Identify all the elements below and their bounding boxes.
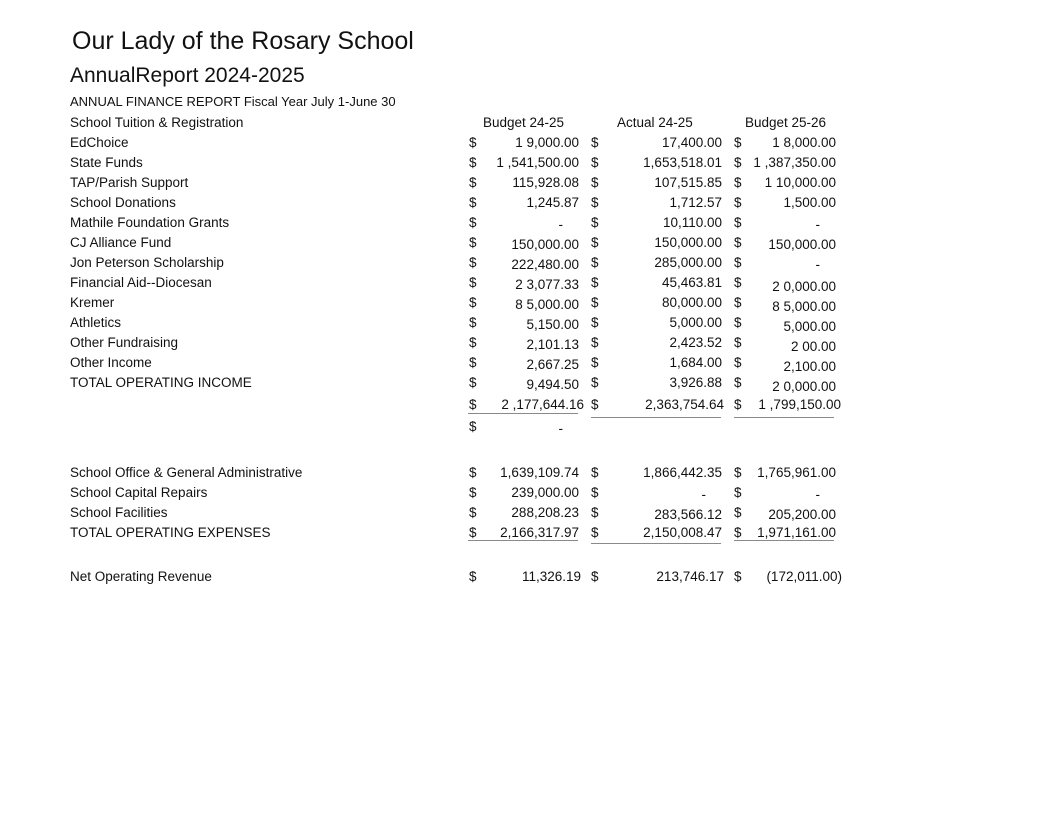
amount-budget-25-26: 1 ,799,150.00 — [758, 397, 841, 412]
amount-actual-24-25: 10,110.00 — [662, 215, 722, 230]
currency-symbol: $ — [469, 235, 477, 250]
currency-symbol: $ — [591, 335, 599, 350]
finance-report-line: ANNUAL FINANCE REPORT Fiscal Year July 1-June 30 — [70, 94, 396, 109]
currency-symbol: $ — [734, 155, 742, 170]
amount-actual-24-25: 45,463.81 — [661, 275, 722, 290]
amount-actual-24-25: 1,684.00 — [669, 355, 722, 370]
table-row — [0, 374, 1056, 394]
currency-symbol: $ — [734, 255, 742, 270]
amount-actual-24-25: 283,566.12 — [654, 507, 722, 522]
currency-symbol: $ — [469, 335, 477, 350]
currency-symbol: $ — [469, 295, 477, 310]
currency-symbol: $ — [734, 505, 742, 520]
currency-symbol: $ — [734, 397, 742, 412]
amount-actual-24-25: 3,926.88 — [669, 375, 722, 390]
column-header-actual-24-25: Actual 24-25 — [617, 115, 693, 130]
net-operating-revenue-row — [0, 568, 1056, 588]
currency-symbol: $ — [591, 135, 599, 150]
amount-budget-25-26: 2 0,000.00 — [772, 279, 836, 294]
currency-symbol: $ — [591, 235, 599, 250]
amount-budget-25-26: 8 5,000.00 — [772, 299, 836, 314]
row-label: Jon Peterson Scholarship — [70, 255, 224, 270]
currency-symbol: $ — [734, 275, 742, 290]
amount-budget-25-26: - — [815, 217, 820, 232]
row-label: Other Fundraising — [70, 335, 179, 350]
table-row — [0, 524, 1056, 544]
currency-symbol: $ — [591, 315, 599, 330]
row-label: State Funds — [70, 155, 143, 170]
row-label: CJ Alliance Fund — [70, 235, 172, 250]
amount-budget-25-26: 5,000.00 — [783, 319, 836, 334]
currency-symbol: $ — [734, 569, 742, 584]
currency-symbol: $ — [591, 525, 599, 540]
school-name: Our Lady of the Rosary School — [72, 27, 414, 55]
table-row — [0, 134, 1056, 154]
table-row — [0, 294, 1056, 314]
table-row — [0, 274, 1056, 294]
amount-budget-24-25: 2,166,317.97 — [500, 525, 579, 540]
currency-symbol: $ — [734, 355, 742, 370]
currency-symbol: $ — [734, 465, 742, 480]
table-row — [0, 464, 1056, 484]
divider — [468, 540, 578, 541]
table-row — [0, 354, 1056, 374]
column-header-row — [0, 114, 1056, 134]
amount-budget-24-25: 11,326.19 — [521, 569, 581, 584]
currency-symbol: $ — [591, 215, 599, 230]
currency-symbol: $ — [734, 315, 742, 330]
currency-symbol: $ — [591, 375, 599, 390]
currency-symbol: $ — [469, 175, 477, 190]
amount-budget-24-25: 288,208.23 — [511, 505, 579, 520]
amount-budget-25-26: - — [815, 487, 820, 502]
amount-actual-24-25: 1,653,518.01 — [643, 155, 722, 170]
amount-actual-24-25: 1,866,442.35 — [643, 465, 722, 480]
amount-budget-24-25: 1,245.87 — [526, 195, 579, 210]
currency-symbol: $ — [591, 355, 599, 370]
amount-budget-24-25: 1 9,000.00 — [515, 135, 579, 150]
currency-symbol: $ — [591, 505, 599, 520]
currency-symbol: $ — [734, 295, 742, 310]
divider — [468, 413, 578, 414]
currency-symbol: $ — [591, 569, 599, 584]
amount-budget-24-25: 2 ,177,644.16 — [501, 397, 584, 412]
amount-budget-24-25: 1,639,109.74 — [500, 465, 579, 480]
table-row — [0, 174, 1056, 194]
row-label: School Facilities — [70, 505, 168, 520]
report-title: AnnualReport 2024-2025 — [70, 64, 305, 87]
currency-symbol: $ — [734, 485, 742, 500]
row-label: Financial Aid--Diocesan — [70, 275, 212, 290]
amount-actual-24-25: - — [701, 487, 706, 502]
amount-budget-25-26: 2,100.00 — [783, 359, 836, 374]
amount-actual-24-25: 80,000.00 — [661, 295, 722, 310]
amount-actual-24-25: 213,746.17 — [656, 569, 724, 584]
currency-symbol: $ — [591, 255, 599, 270]
currency-symbol: $ — [469, 155, 477, 170]
table-row — [0, 234, 1056, 254]
blank-balance-row — [0, 418, 1056, 438]
row-label: EdChoice — [70, 135, 129, 150]
table-row — [0, 194, 1056, 214]
amount-budget-25-26: 2 0,000.00 — [772, 379, 836, 394]
currency-symbol: $ — [469, 275, 477, 290]
table-row — [0, 154, 1056, 174]
currency-symbol: $ — [591, 465, 599, 480]
amount-budget-25-26: 150,000.00 — [768, 237, 836, 252]
currency-symbol: $ — [734, 235, 742, 250]
table-row — [0, 214, 1056, 234]
amount-actual-24-25: 107,515.85 — [654, 175, 722, 190]
amount-budget-24-25: 9,494.50 — [526, 377, 579, 392]
amount-actual-24-25: 1,712.57 — [669, 195, 722, 210]
amount-budget-25-26: 2 00.00 — [790, 339, 836, 354]
amount-budget-25-26: 1,500.00 — [783, 195, 836, 210]
amount-budget-24-25: 222,480.00 — [511, 257, 579, 272]
amount-actual-24-25: 2,150,008.47 — [643, 525, 722, 540]
row-label: TOTAL OPERATING INCOME — [70, 375, 252, 390]
currency-symbol: $ — [734, 215, 742, 230]
row-label: School Donations — [70, 195, 176, 210]
currency-symbol: $ — [591, 295, 599, 310]
currency-symbol: $ — [469, 505, 477, 520]
amount-budget-25-26: 1 8,000.00 — [772, 135, 836, 150]
currency-symbol: $ — [469, 315, 477, 330]
currency-symbol: $ — [734, 195, 742, 210]
table-row — [0, 504, 1056, 524]
column-header-budget-24-25: Budget 24-25 — [483, 115, 565, 130]
row-label: Kremer — [70, 295, 115, 310]
currency-symbol: $ — [469, 525, 477, 540]
amount-budget-25-26: 1,971,161.00 — [757, 525, 836, 540]
row-label: School Office & General Administrative — [70, 465, 303, 480]
currency-symbol: $ — [734, 525, 742, 540]
amount-actual-24-25: 150,000.00 — [654, 235, 722, 250]
amount-budget-24-25: - — [558, 421, 563, 436]
currency-symbol: $ — [469, 485, 477, 500]
divider — [734, 540, 834, 541]
currency-symbol: $ — [591, 175, 599, 190]
amount-budget-24-25: 8 5,000.00 — [515, 297, 579, 312]
currency-symbol: $ — [469, 215, 477, 230]
row-label: Athletics — [70, 315, 122, 330]
currency-symbol: $ — [734, 375, 742, 390]
currency-symbol: $ — [469, 195, 477, 210]
amount-actual-24-25: 2,363,754.64 — [645, 397, 724, 412]
amount-budget-24-25: 1 ,541,500.00 — [496, 155, 579, 170]
amount-actual-24-25: 2,423.52 — [669, 335, 722, 350]
currency-symbol: $ — [591, 275, 599, 290]
currency-symbol: $ — [591, 155, 599, 170]
currency-symbol: $ — [469, 419, 477, 434]
currency-symbol: $ — [469, 569, 477, 584]
currency-symbol: $ — [469, 465, 477, 480]
amount-actual-24-25: 5,000.00 — [669, 315, 722, 330]
amount-budget-24-25: - — [558, 217, 563, 232]
table-row — [0, 484, 1056, 504]
table-row — [0, 314, 1056, 334]
table-row — [0, 334, 1056, 354]
currency-symbol: $ — [591, 397, 599, 412]
row-label: School Capital Repairs — [70, 485, 208, 500]
amount-budget-25-26: (172,011.00) — [766, 569, 842, 584]
amount-budget-25-26: 205,200.00 — [768, 507, 836, 522]
currency-symbol: $ — [591, 485, 599, 500]
amount-budget-24-25: 2,667.25 — [526, 357, 579, 372]
amount-budget-24-25: 150,000.00 — [511, 237, 579, 252]
amount-budget-24-25: 2,101.13 — [526, 337, 579, 352]
table-row — [0, 254, 1056, 274]
amount-budget-24-25: 239,000.00 — [511, 485, 579, 500]
currency-symbol: $ — [734, 335, 742, 350]
row-label: TAP/Parish Support — [70, 175, 189, 190]
currency-symbol: $ — [734, 175, 742, 190]
currency-symbol: $ — [734, 135, 742, 150]
amount-budget-25-26: 1,765,961.00 — [757, 465, 836, 480]
amount-budget-25-26: 1 10,000.00 — [764, 175, 836, 190]
currency-symbol: $ — [469, 355, 477, 370]
currency-symbol: $ — [591, 195, 599, 210]
amount-actual-24-25: 285,000.00 — [654, 255, 722, 270]
amount-actual-24-25: 17,400.00 — [661, 135, 722, 150]
section-label: School Tuition & Registration — [70, 115, 244, 130]
row-label: Net Operating Revenue — [70, 569, 212, 584]
row-label: TOTAL OPERATING EXPENSES — [70, 525, 271, 540]
amount-budget-24-25: 2 3,077.33 — [515, 277, 579, 292]
amount-budget-24-25: 115,928.08 — [512, 175, 579, 190]
amount-budget-24-25: 5,150.00 — [526, 317, 579, 332]
column-header-budget-25-26: Budget 25-26 — [745, 115, 827, 130]
currency-symbol: $ — [469, 255, 477, 270]
currency-symbol: $ — [469, 135, 477, 150]
amount-budget-25-26: 1 ,387,350.00 — [753, 155, 836, 170]
row-label: Other Income — [70, 355, 152, 370]
currency-symbol: $ — [469, 375, 477, 390]
row-label: Mathile Foundation Grants — [70, 215, 230, 230]
amount-budget-25-26: - — [815, 257, 820, 272]
divider — [591, 543, 721, 544]
currency-symbol: $ — [469, 397, 477, 412]
